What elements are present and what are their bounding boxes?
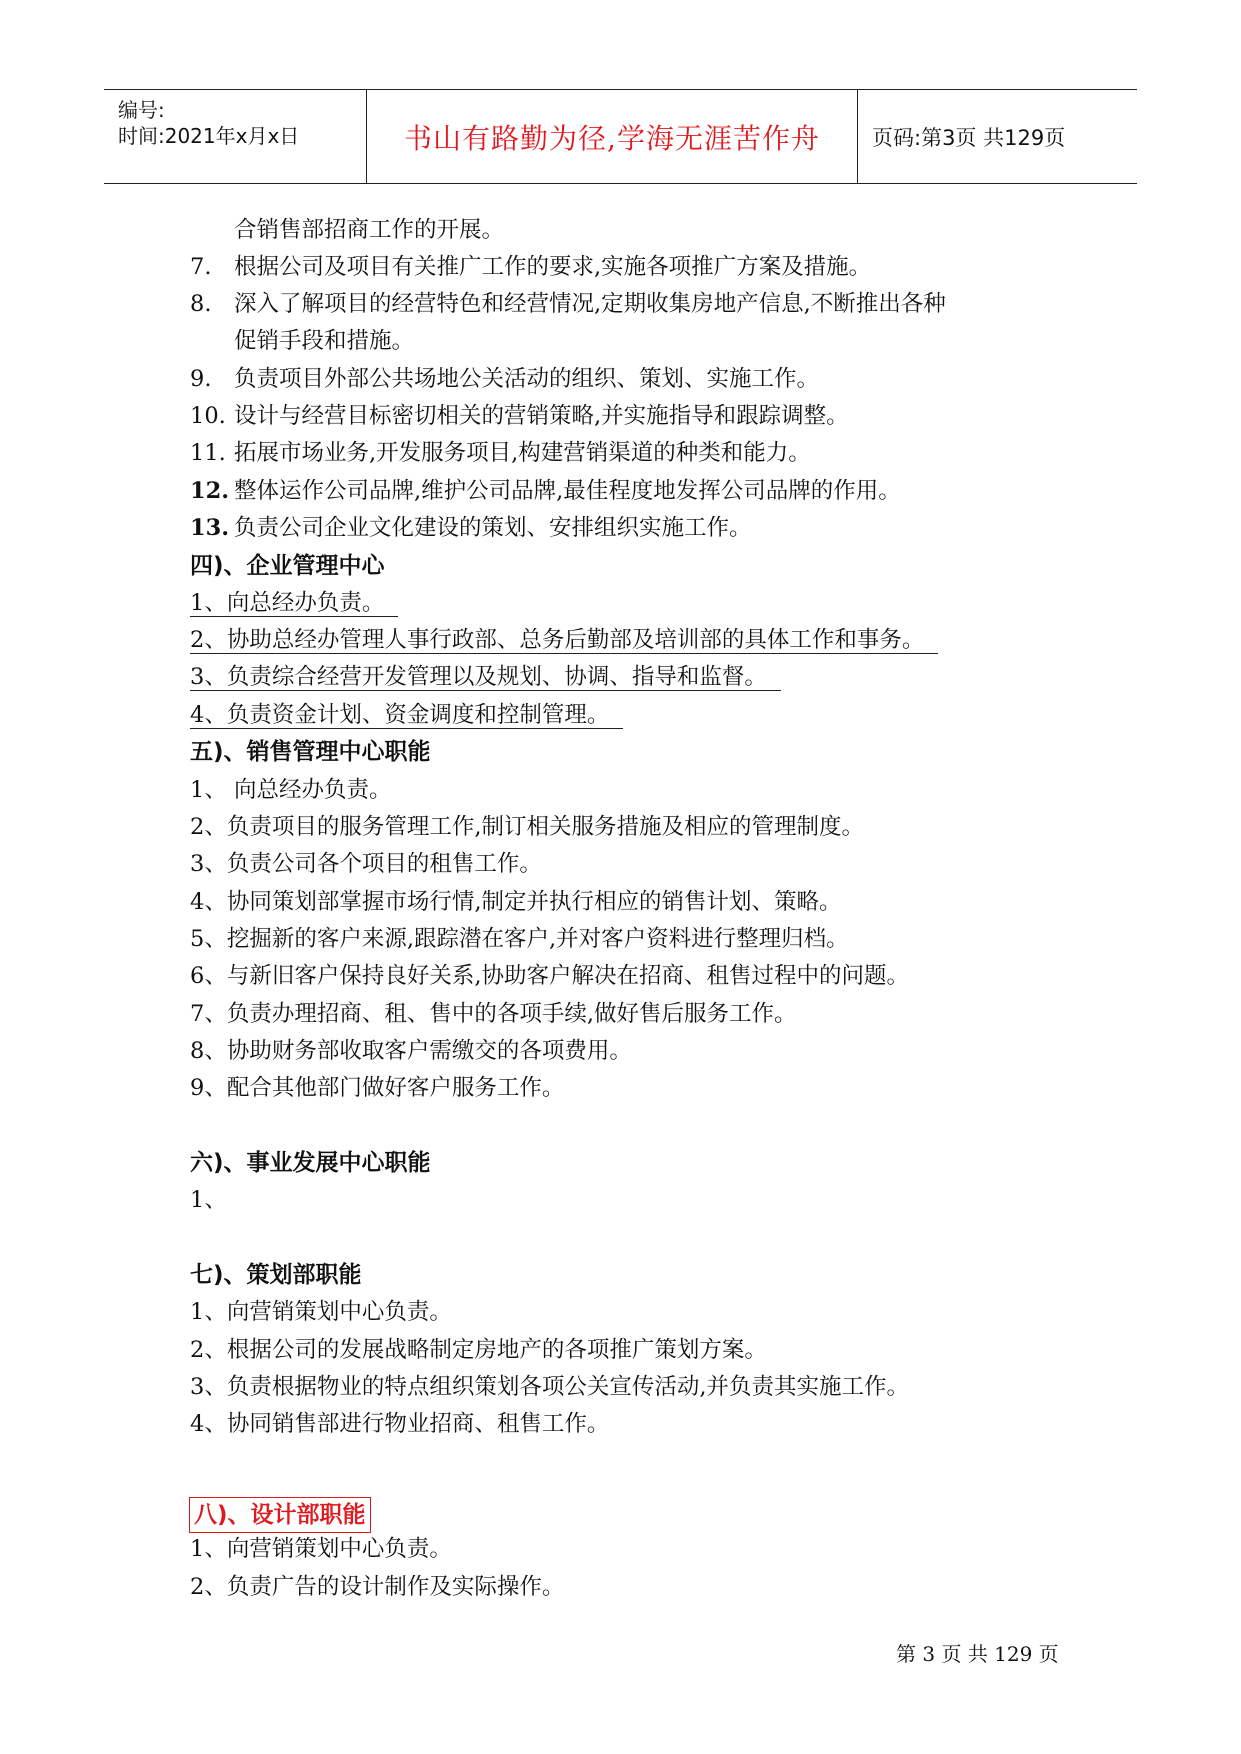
list-item [190, 513, 752, 543]
section-heading: 七)、策划部职能 [190, 1262, 362, 1288]
list-item [190, 476, 901, 506]
item-text: 设计与经营目标密切相关的营销策略,并实施指导和跟踪调整。 [234, 403, 849, 429]
list-item: 7、负责办理招商、租、售中的各项手续,做好售后服务工作。 [190, 1001, 797, 1027]
item-text: 拓展市场业务,开发服务项目,构建营销渠道的种类和能力。 [234, 440, 811, 466]
list-item [190, 588, 398, 618]
serial-label: 编号: [118, 98, 165, 122]
list-item: 1、向营销策划中心负责。 [190, 1299, 452, 1325]
underlined-text: 3、负责综合经营开发管理以及规划、协调、指导和监督。 [190, 664, 781, 691]
list-item: 1、 向总经办负责。 [190, 777, 392, 803]
item-text: 负责项目外部公共场地公关活动的组织、策划、实施工作。 [234, 366, 820, 392]
list-item: 2、负责广告的设计制作及实际操作。 [190, 1574, 565, 1600]
list-item: 5、挖掘新的客户来源,跟踪潜在客户,并对客户资料进行整理归档。 [190, 926, 849, 952]
item-number: 13. [190, 515, 230, 541]
header-meta-cell [104, 90, 367, 183]
item-number: 7. [190, 254, 212, 280]
item-number: 8. [190, 291, 212, 317]
list-item: 2、负责项目的服务管理工作,制订相关服务措施及相应的管理制度。 [190, 814, 864, 840]
item-text: 整体运作公司品牌,维护公司品牌,最佳程度地发挥公司品牌的作用。 [234, 478, 901, 504]
underlined-text: 1、向总经办负责。 [190, 590, 398, 617]
underlined-text: 4、负责资金计划、资金调度和控制管理。 [190, 702, 623, 729]
list-item: 3、负责公司各个项目的租售工作。 [190, 851, 542, 877]
list-item: 6、与新旧客户保持良好关系,协助客户解决在招商、租售过程中的问题。 [190, 963, 909, 989]
item-number: 11. [190, 440, 226, 466]
item-text: 深入了解项目的经营特色和经营情况,定期收集房地产信息,不断推出各种 [234, 291, 946, 317]
list-item: 8、协助财务部收取客户需缴交的各项费用。 [190, 1038, 632, 1064]
list-item [190, 289, 946, 319]
item-number: 9. [190, 366, 212, 392]
section-heading: 六)、事业发展中心职能 [190, 1150, 431, 1176]
list-item [190, 364, 819, 394]
list-item [190, 625, 938, 655]
time-label: 时间:2021年x月x日 [118, 124, 300, 148]
motto: 书山有路勤为径,学海无涯苦作舟 [404, 121, 820, 155]
list-item [190, 401, 849, 431]
list-item: 3、负责根据物业的特点组织策划各项公关宣传活动,并负责其实施工作。 [190, 1374, 909, 1400]
list-item: 4、协同销售部进行物业招商、租售工作。 [190, 1411, 610, 1437]
list-item: 4、协同策划部掌握市场行情,制定并执行相应的销售计划、策略。 [190, 889, 842, 915]
item-text: 负责公司企业文化建设的策划、安排组织实施工作。 [234, 515, 752, 541]
item-number: 12. [190, 478, 230, 504]
list-item [190, 700, 623, 730]
list-item: 9、配合其他部门做好客户服务工作。 [190, 1075, 565, 1101]
header-page-info: 页码:第3页 共129页 [872, 125, 1066, 150]
item-text: 根据公司及项目有关推广工作的要求,实施各项推广方案及措施。 [234, 254, 872, 280]
underlined-text: 2、协助总经办管理人事行政部、总务后勤部及培训部的具体工作和事务。 [190, 627, 938, 654]
list-item-continuation: 促销手段和措施。 [234, 328, 415, 354]
list-item: 合销售部招商工作的开展。 [234, 217, 505, 243]
list-item [190, 662, 781, 692]
list-item: 1、向营销策划中心负责。 [190, 1536, 452, 1562]
page-footer: 第 3 页 共 129 页 [896, 1642, 1059, 1666]
list-item: 1、 [190, 1187, 227, 1213]
header-motto-cell [367, 90, 858, 183]
item-number: 10. [190, 403, 226, 429]
list-item [190, 438, 811, 468]
section-heading-highlighted: 八)、设计部职能 [189, 1497, 371, 1533]
list-item [190, 252, 871, 282]
page-header [104, 89, 1137, 184]
list-item: 2、根据公司的发展战略制定房地产的各项推广策划方案。 [190, 1337, 767, 1363]
section-heading: 四)、企业管理中心 [190, 553, 385, 579]
section-heading: 五)、销售管理中心职能 [190, 739, 431, 765]
